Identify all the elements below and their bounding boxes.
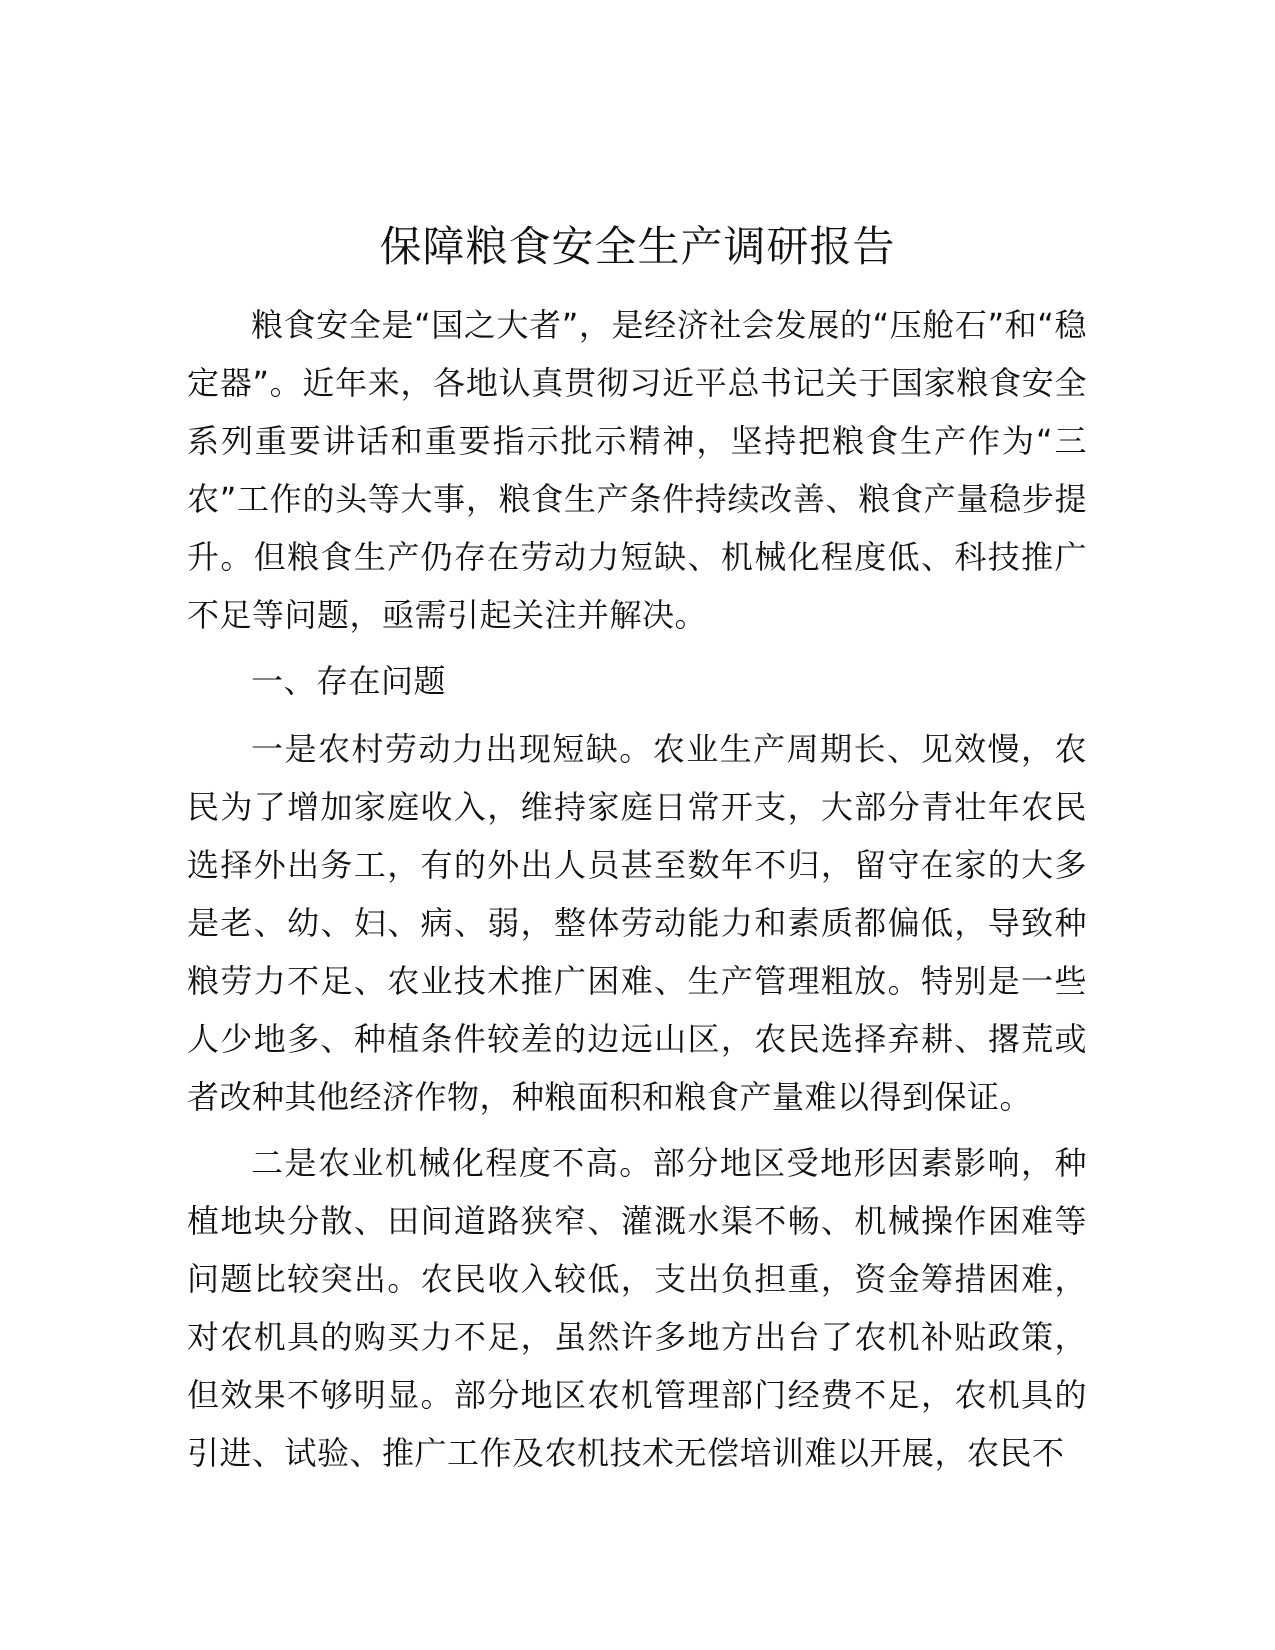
problem-paragraph-1: 一是农村劳动力出现短缺。农业生产周期长、见效慢，农民为了增加家庭收入，维持家庭日常开支，大部分青壮年农民选择外出务工，有的外出人员甚至数年不归，留守在家的大多是老、幼、妇、病、弱，整体劳动能力和素质都偏低，导致种粮劳力不足、农业技术推广困难、生产管理粗放。特别是一些人少地多、种植条件较差的边远山区，农民选择弃耕、撂荒或者改种其他经济作物，种粮面积和粮食产量难以得到保证。 — [187, 730, 1087, 1116]
section-heading: 一、存在问题 — [251, 662, 447, 700]
problem-paragraph-2: 二是农业机械化程度不高。部分地区受地形因素影响，种植地块分散、田间道路狭窄、灌溉水渠不畅、机械操作困难等问题比较突出。农民收入较低，支出负担重，资金筹措困难，对农机具的购买力不足，虽然许多地方出台了农机补贴政策，但效果不够明显。部分地区农机管理部门经费不足，农机具的引进、试验、推广工作及农机技术无偿培训难以开展，农民不 — [187, 1144, 1087, 1472]
document-body — [187, 296, 1087, 1490]
intro-paragraph: 粮食安全是“国之大者”，是经济社会发展的“压舱石”和“稳定器”。近年来，各地认真贯彻习近平总书记关于国家粮食安全系列重要讲话和重要指示批示精神，坚持把粮食生产作为“三农”工作的头等大事，粮食生产条件持续改善、粮食产量稳步提升。但粮食生产仍存在劳动力短缺、机械化程度低、科技推广不足等问题，亟需引起关注并解决。 — [187, 306, 1087, 634]
page-title: 保障粮食安全生产调研报告 — [379, 222, 896, 271]
